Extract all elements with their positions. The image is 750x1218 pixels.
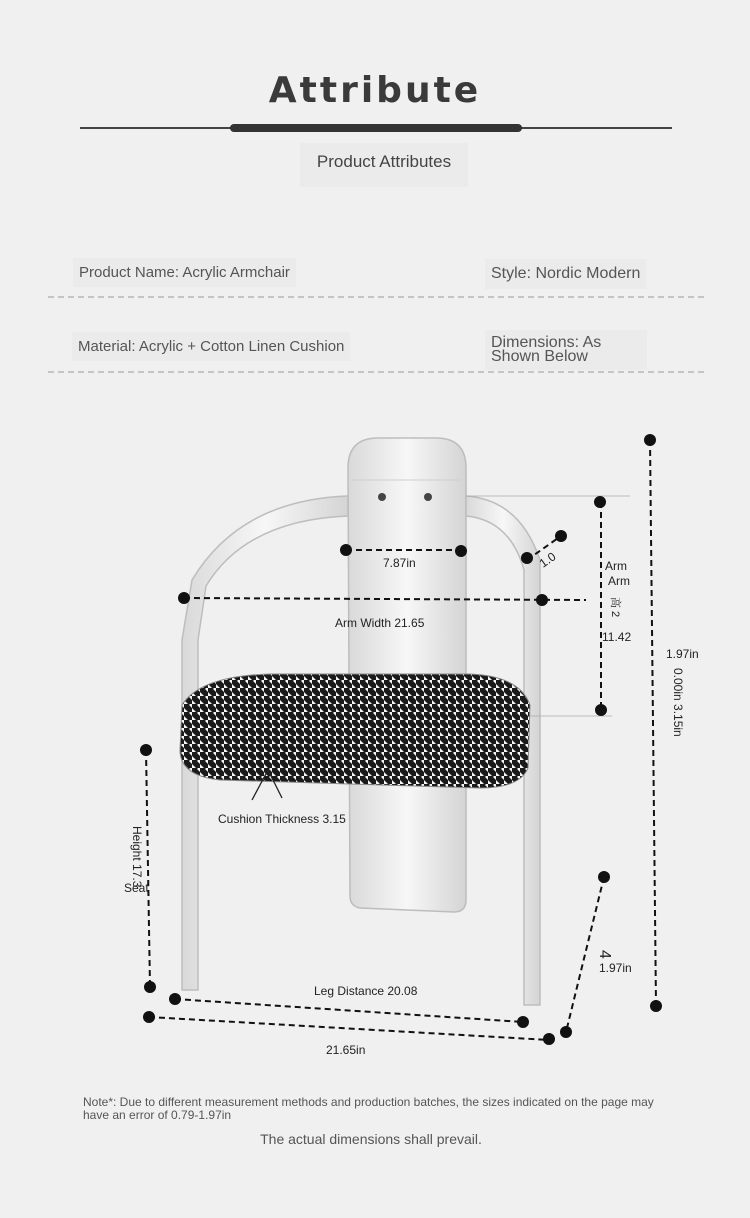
dot-total-top (644, 434, 656, 446)
label-depth: 4 (596, 950, 613, 959)
dot-total-bottom (650, 1000, 662, 1012)
dot-width-left (143, 1011, 155, 1023)
label-arm-1: Arm (605, 559, 627, 573)
label-back-width: 7.87in (383, 556, 416, 570)
label-seat: Seat (124, 881, 149, 895)
label-seat-height: Height 17.3 (130, 826, 144, 888)
backrest-screw-right (424, 493, 432, 501)
dot-arm-right (536, 594, 548, 606)
label-total-height-1: 1.97in (666, 647, 699, 661)
disclaimer-prevail: The actual dimensions shall prevail. (260, 1131, 482, 1147)
attr-material: Material: Acrylic + Cotton Linen Cushion (72, 332, 350, 361)
dot-back-left (340, 544, 352, 556)
dot-width-right (543, 1033, 555, 1045)
section-subtitle: Product Attributes (300, 143, 468, 187)
dot-leg-right (517, 1016, 529, 1028)
dot-arm-thick-a (521, 552, 533, 564)
label-arm-width: Arm Width 21.65 (335, 616, 425, 630)
dot-arm-h-top (594, 496, 606, 508)
dot-seat-bottom (144, 981, 156, 993)
chair-illustration (180, 438, 540, 1005)
attr-product-name: Product Name: Acrylic Armchair (73, 258, 296, 287)
label-overall-width: 21.65in (326, 1043, 366, 1057)
dot-leg-left (169, 993, 181, 1005)
dot-back-right (455, 545, 467, 557)
attr-dimensions-line1: Dimensions: As (491, 334, 602, 351)
dot-seat-top (140, 744, 152, 756)
dot-arm-h-bottom (595, 704, 607, 716)
attr-style: Style: Nordic Modern (485, 259, 646, 289)
label-total-height-2: 0.00in 3.15in (671, 668, 685, 737)
page-title: Attribute (268, 70, 482, 111)
backrest-screw-left (378, 493, 386, 501)
dot-depth-top (598, 871, 610, 883)
label-leg-distance: Leg Distance 20.08 (314, 984, 418, 998)
attr-dimensions-line2: Shown Below (491, 348, 588, 365)
label-arm-value: 11.42 (602, 630, 632, 644)
dot-arm-left (178, 592, 190, 604)
label-arm-2: Arm (608, 574, 630, 588)
dot-depth-bottom (560, 1026, 572, 1038)
disclaimer-note: Note*: Due to different measurement methods and production batches, the sizes indicated on the page may have an error of 0.79-1.97in (83, 1095, 654, 1122)
label-arm-3: 高 2 (609, 597, 621, 618)
dot-arm-thick-b (555, 530, 567, 542)
label-cushion-thickness: Cushion Thickness 3.15 (218, 812, 346, 826)
label-arm-thickness: 1.0 (536, 549, 559, 571)
chair-seat-cushion (180, 674, 530, 788)
label-depth-value: 1.97in (599, 961, 632, 975)
